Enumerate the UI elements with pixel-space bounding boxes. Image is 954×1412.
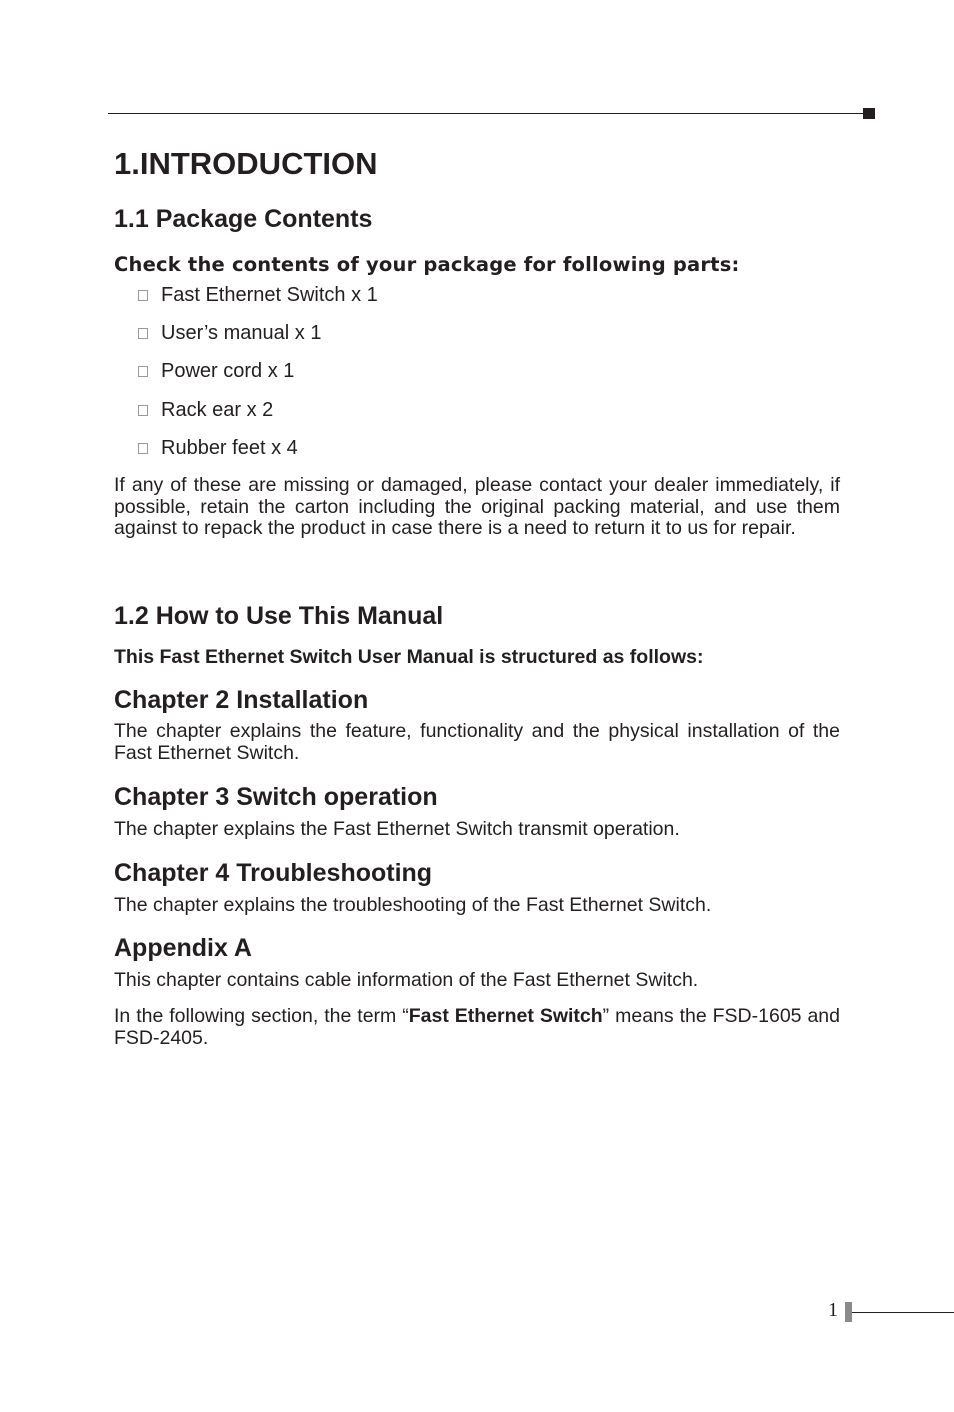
term-definition-before: In the following section, the term “ [114,1005,409,1027]
chapter-4-title: Chapter 4 Troubleshooting [114,859,433,887]
appendix-a-title: Appendix A [114,934,252,962]
list-item-label: Fast Ethernet Switch x 1 [161,284,378,306]
list-item-label: Rubber feet x 4 [161,437,298,459]
list-item [138,399,273,422]
checkbox-bullet-icon [138,405,148,416]
chapter-2-description: The chapter explains the feature, functionality and the physical installation of the Fast Ethernet Switch. [114,720,840,764]
list-item [138,360,294,383]
chapter-3-title: Chapter 3 Switch operation [114,783,438,811]
appendix-a-description: This chapter contains cable information of the Fast Ethernet Switch. [114,969,699,991]
list-item-label: User’s manual x 1 [161,322,322,344]
term-definition-paragraph [114,1006,840,1049]
section-title-package-contents: 1.1 Package Contents [114,205,373,233]
page-number: 1 [828,1299,838,1321]
list-item-label: Power cord x 1 [161,360,295,382]
list-item [138,322,321,345]
footer-bar-marker [845,1302,852,1322]
checkbox-bullet-icon [138,366,148,377]
term-definition-after: ” means the FSD-1605 and FSD-2405. [114,1005,840,1049]
checkbox-bullet-icon [138,328,148,339]
list-item-label: Rack ear x 2 [161,399,274,421]
header-rule [108,113,864,114]
chapter-4-description: The chapter explains the troubleshooting of the Fast Ethernet Switch. [114,894,712,916]
list-item [138,284,378,307]
chapter-2-title: Chapter 2 Installation [114,686,369,714]
checkbox-bullet-icon [138,443,148,454]
header-square-marker [863,108,875,119]
chapter-heading: 1.INTRODUCTION [114,146,378,181]
package-contents-lead: Check the contents of your package for following parts: [114,253,740,276]
checkbox-bullet-icon [138,290,148,301]
term-definition-term: Fast Ethernet Switch [408,1005,603,1027]
package-missing-note: If any of these are missing or damaged, please contact your dealer immediately, if possible, retain the carton including the original packing material, and use them against to repack the product in case there is a need to return it to us for repair. [114,474,840,539]
chapter-3-description: The chapter explains the Fast Ethernet Switch transmit operation. [114,818,680,840]
footer-rule [852,1312,954,1313]
list-item [138,437,298,460]
manual-structure-lead: This Fast Ethernet Switch User Manual is structured as follows: [114,646,704,668]
section-title-how-to-use: 1.2 How to Use This Manual [114,602,444,630]
